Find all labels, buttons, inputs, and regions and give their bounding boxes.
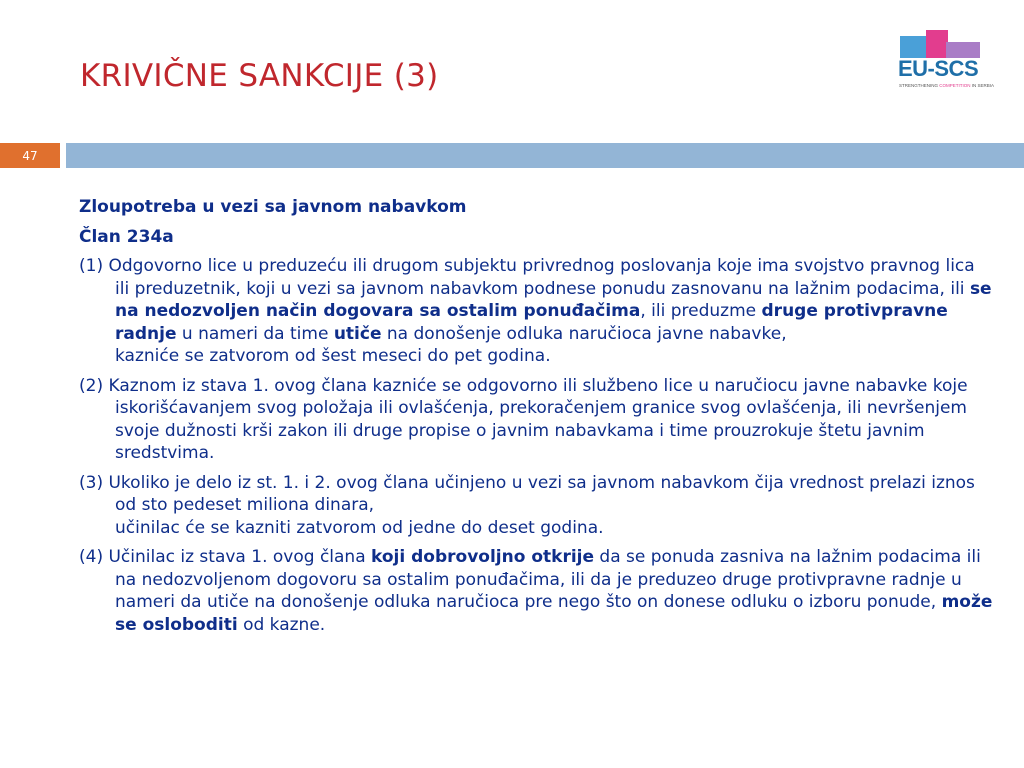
logo-block-pink (926, 30, 948, 58)
p4-text-3: od kazne. (237, 614, 326, 635)
logo-tagline-highlight: COMPETITION (939, 83, 971, 88)
p4-text-1: (4) Učinilac iz stava 1. ovog člana (79, 547, 372, 567)
p1-text-3: u nameri da time (176, 323, 334, 344)
p3-continuation: učinilac će se kazniti zatvorom od jedne do deset godina. (115, 517, 604, 538)
p1-bold-2: druge protivpravne radnje (115, 301, 948, 344)
p4-bold-1: koji dobrovoljno otkrije (371, 547, 595, 567)
logo-tagline-part1: STRENGTHENING (899, 83, 940, 88)
header-bar (66, 143, 1024, 168)
slide-content (79, 196, 994, 643)
p1-text-2: , ili preduzme (640, 301, 762, 321)
p4-bold-2: može se osloboditi (115, 592, 993, 635)
paragraph-3 (79, 472, 994, 540)
heading-article: Član 234a (79, 226, 174, 247)
p1-text-1: (1) Odgovorno lice u preduzeću ili drugom subjektu privrednog poslovanja koje ima svojstvo pravnog lica ili preduzetnik, koji u vezi sa javnom nabavkom podnese ponudu zasnovanu na lažnim podacima, ili (79, 256, 975, 299)
p1-bold-3: utiče (333, 323, 382, 344)
p1-text-4: na donošenje odluka naručioca javne nabavke, (381, 323, 787, 344)
paragraph-1 (79, 255, 994, 368)
paragraph-2 (79, 375, 994, 465)
slide-number: 47 (0, 143, 60, 168)
p1-continuation: kazniće se zatvorom od šest meseci do pet godina. (115, 346, 551, 366)
paragraph-4 (79, 546, 994, 636)
logo-tagline-part2: IN SERBIA (970, 83, 995, 88)
logo-text: EU-SCS (898, 56, 979, 81)
logo-tagline (899, 83, 994, 88)
p1-bold-1: se na nedozvoljen način dogovara sa ostalim ponuđačima (115, 278, 992, 321)
p4-text-2: da se ponuda zasniva na lažnim podacima ili na nedozvoljenom dogovoru sa ostalim ponuđačima, ili da je preduzeo druge protivpravne radnje u nameri da utiče na donošenje odluka naručioca pre nego što on donese odluku o izboru ponude, (115, 547, 981, 612)
heading-title: Zloupotreba u vezi sa javnom nabavkom (79, 197, 467, 217)
eu-scs-logo (896, 26, 995, 96)
slide-title: KRIVIČNE SANKCIJE (3) (80, 58, 439, 94)
p3-text-1: (3) Ukoliko je delo iz st. 1. i 2. ovog člana učinjeno u vezi sa javnom nabavkom čija vrednost prelazi iznos od sto pedeset miliona dinara, (79, 472, 975, 515)
p2-text-1: (2) Kaznom iz stava 1. ovog člana kazniće se odgovorno ili službeno lice u naručiocu javne nabavke koje iskorišćavanjem svog položaja ili ovlašćenja, prekoračenjem granice svog ovlašćenja, ili nevršenjem svoje dužnosti krši zakon ili druge propise o javnim nabavkama i time prouzrokuje štetu javnim sredstvima. (79, 375, 968, 463)
